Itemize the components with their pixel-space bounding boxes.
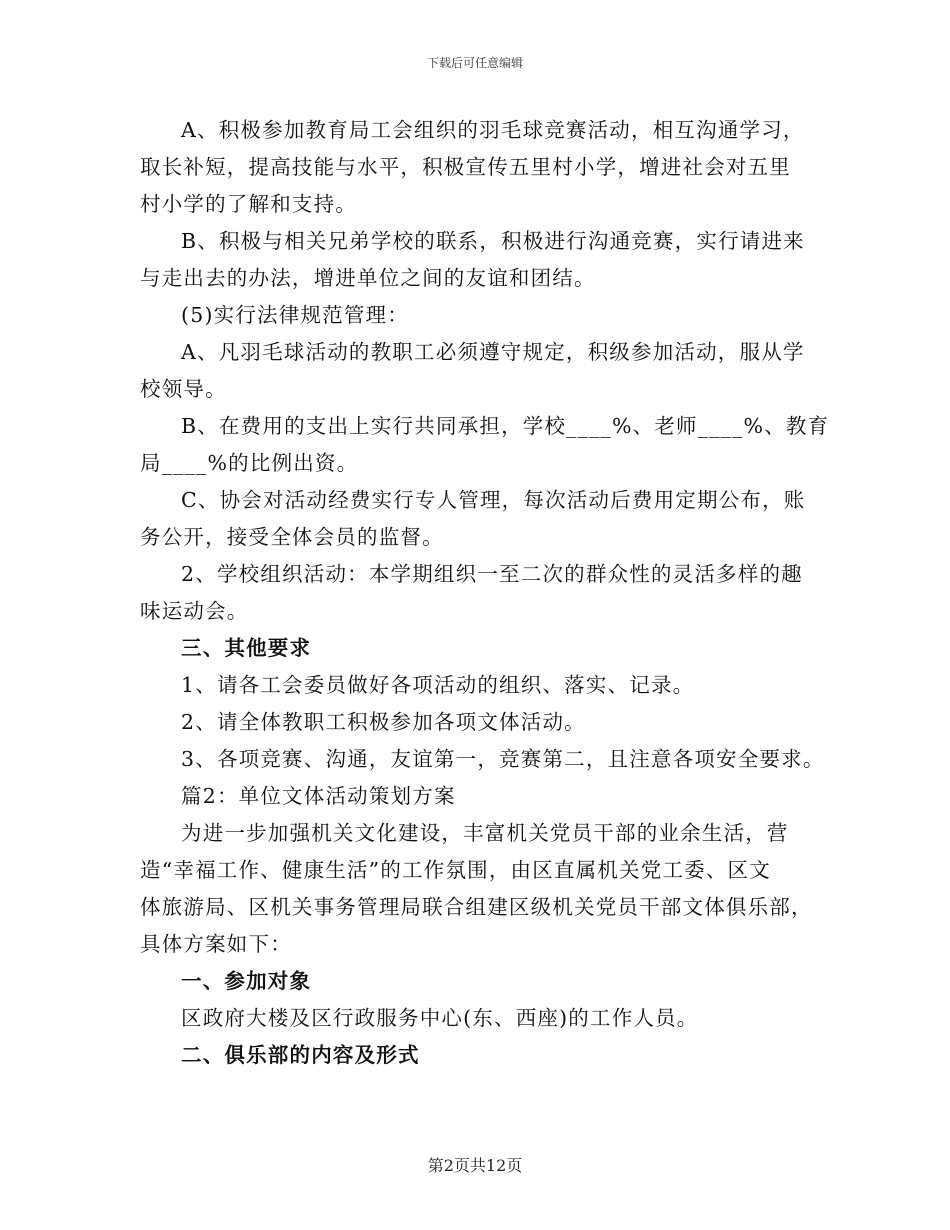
section-heading: [140, 1037, 830, 1074]
text-line: 局____%的比例出资。: [140, 451, 359, 475]
text-line: 2、请全体教职工积极参加各项文体活动。: [181, 710, 586, 734]
text-line: 2、学校组织活动：本学期组织一至二次的群众性的灵活多样的趣: [181, 562, 803, 586]
text-line: 味运动会。: [140, 599, 249, 623]
paragraph: [140, 556, 830, 630]
section-heading: [140, 630, 830, 667]
page-number: 第2页共12页: [427, 1156, 523, 1175]
text-line: (5)实行法律规范管理：: [181, 303, 409, 327]
text-line: 为进一步加强机关文化建设，丰富机关党员干部的业余生活，营: [181, 821, 789, 845]
document-body: [140, 112, 830, 1074]
text-line: 造“幸福工作、健康生活”的工作氛围，由区直属机关党工委、区文: [140, 858, 771, 882]
text-line: 篇2：单位文体活动策划方案: [181, 784, 456, 808]
text-line: 一、参加对象: [181, 969, 312, 993]
paragraph: [140, 667, 830, 704]
text-line: 三、其他要求: [181, 636, 312, 660]
text-line: 体旅游局、区机关事务管理局联合组建区级机关党员干部文体俱乐部，: [140, 895, 813, 919]
page-header: 下载后可任意编辑: [426, 56, 523, 70]
paragraph: [140, 334, 830, 408]
text-line: 1、请各工会委员做好各项活动的组织、落实、记录。: [181, 673, 695, 697]
paragraph: [140, 1000, 830, 1037]
text-line: A、凡羽毛球活动的教职工必须遵守规定，积级参加活动，服从学: [181, 340, 805, 364]
text-line: A、积极参加教育局工会组织的羽毛球竞赛活动，相互沟通学习，: [181, 118, 805, 142]
paragraph: [140, 408, 830, 482]
paragraph: [140, 112, 830, 223]
text-line: 区政府大楼及区行政服务中心(东、西座)的工作人员。: [181, 1006, 699, 1030]
paragraph: [140, 223, 830, 297]
text-line: B、在费用的支出上实行共同承担，学校____%、老师____%、教育: [181, 414, 830, 438]
text-line: 3、各项竞赛、沟通，友谊第一，竞赛第二，且注意各项安全要求。: [181, 747, 825, 771]
text-line: 具体方案如下：: [140, 932, 292, 956]
paragraph: [140, 778, 830, 815]
section-heading: [140, 963, 830, 1000]
paragraph: [140, 482, 830, 556]
paragraph: [140, 815, 830, 963]
text-line: 务公开，接受全体会员的监督。: [140, 525, 444, 549]
text-line: C、协会对活动经费实行专人管理，每次活动后费用定期公布，账: [181, 488, 806, 512]
paragraph: [140, 741, 830, 778]
paragraph: [140, 704, 830, 741]
text-line: B、积极与相关兄弟学校的联系，积极进行沟通竞赛，实行请进来: [181, 229, 805, 253]
text-line: 校领导。: [140, 377, 227, 401]
text-line: 取长补短，提高技能与水平，积极宣传五里村小学，增进社会对五里: [140, 155, 791, 179]
paragraph: [140, 297, 830, 334]
text-line: 与走出去的办法，增进单位之间的友谊和团结。: [140, 266, 596, 290]
text-line: 村小学的了解和支持。: [140, 192, 357, 216]
text-line: 二、俱乐部的内容及形式: [181, 1043, 420, 1067]
